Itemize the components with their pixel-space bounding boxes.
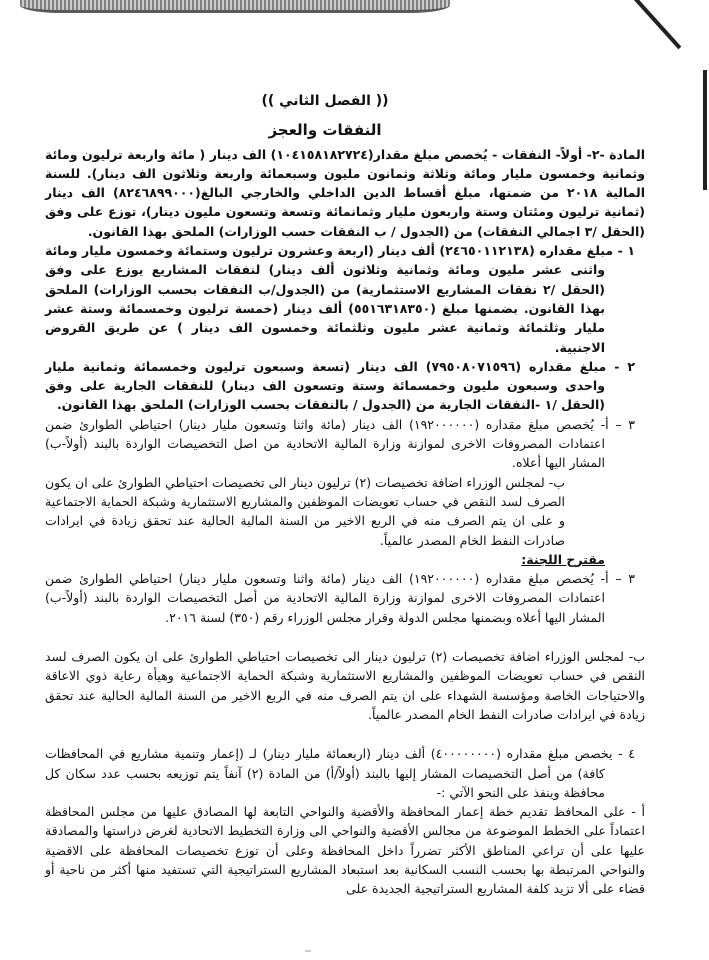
item-3b: ب- لمجلس الوزراء اضافة تخصيصات (٢) ترليون دينار الى تخصيصات احتياطي الطوارئ على ان يكون الصرف لسد النقص في حساب تعويضات الموظفين والمشاريع الاستثمارية وشبكة الحماية الاجتماعية و على ان يتم الصرف منه في الربع الاخير من السنة المالية الحالية عند تحقق زيادة في ايرادات صادرات النفط الخام المصدر عالمياً. <box>45 474 565 548</box>
item-1: ١ - مبلغ مقداره (٢٤٦٥٠١١٢١٣٨) ألف دينار (اربعة وعشرون ترليون وستمائة وخمسون مليار ومائة واثنى عشر مليون ومائة وثمانية وثلاثون ألف دينار) لنفقات المشاريع يوزع على وفق (الحقل /٢ نفقات المشاريع الاستثمارية) من (الجدول/ب النفقات بحسب الوزارات) الملحق بهذا القانون. بضمنها مبلغ (٥٥١٦٣١٨٣٥٠) ألف دينار (خمسة ترليون وخمسمائة وستة عشر مليار وثلثمائة وثمانية عشر مليون وثلثمائة وخمسون الف دينار ) عن طريق القروض الاجنبية. <box>45 243 636 355</box>
item-3a: ٣ – أ- يُخصص مبلغ مقداره (١٩٢٠٠٠٠٠٠) الف دينار (مائة واثنا وتسعون مليار دينار) احتياطي الطوارئ ضمن اعتمادات المصروفات الاخرى لموازنة وزارة المالية الاتحادية من اصل التخصيصات الواردة بالبند (أولاً-ب) المشار اليها أعلاه. <box>45 416 635 471</box>
item-4: ٤ - يخصص مبلغ مقداره (٤٠٠٠٠٠٠٠٠) ألف دينار (اربعمائة مليار دينار) لـ (إعمار وتنمية مشاريع في المحافظات كافة) من أصل التخصيصات المشار إليها بالبند (أولاً/أ) من المادة (٢) آنفاً يتم توزيعه بحسب عدد سكان كل محافظة وينفذ على النحو الآتي :- <box>45 746 635 800</box>
scan-speck <box>305 950 311 952</box>
scan-border-right <box>703 70 707 190</box>
spacer <box>45 627 645 647</box>
committee-item-3a: ٣ – أ- يُخصص مبلغ مقداره (١٩٢٠٠٠٠٠٠) الف دينار (مائة واثنا وتسعون مليار دينار) احتياطي الطوارئ ضمن اعتمادات المصروفات الاخرى لموازنة وزارة المالية الاتحادية من أصل التخصيصات الواردة بالبند (أولاً-ب) المشار اليها أعلاه وبضمنها مجلس الدولة وقرار مجلس الوزراء رقم (٣٥٠) لسنة ٢٠١٦. <box>45 571 635 625</box>
document-page <box>45 92 645 899</box>
article-2-intro: المادة -٢- أولاً- النفقات - يُخصص مبلغ مقدار(١٠٤١٥٨١٨٢٧٢٤) الف دينار ( مائة واربعة ترليون ومائة وثمانية وخمسون مليار ومائة وثلاثة وثمانون مليون وسبعمائة واربعة وثلاثون الف دينار). للسنة المالية ٢٠١٨ من ضمنها، مبلغ أقساط الدين الداخلي والخارجي البالغ(٨٢٤٦٨٩٩٠٠٠) الف دينار (ثمانية ترليون ومئتان وستة واربعون مليار وثمانمائة وتسعة وتسعون مليون دينار)، توزع على وفق (الحقل /٣ اجمالي النفقات) من (الجدول / ب النفقات حسب الوزارات) الملحق بهذا القانون. <box>45 146 646 239</box>
section-heading: النفقات والعجز <box>268 121 382 140</box>
committee-proposal-label: مقترح اللجنة: <box>521 551 605 567</box>
committee-item-3b: ب- لمجلس الوزراء اضافة تخصيصات (٢) ترليون دينار الى تخصيصات احتياطي الطوارئ على ان يكون الصرف لسد النقص في حساب تعويضات الموظفين والمشاريع الاستثمارية وشبكة الحماية الاجتماعية وهيأة رعاية ذوي الاعاقة والاحتياجات الخاصة ومؤسسة الشهداء على ان يتم الصرف منه في الربع الاخير من السنة المالية الحالية عند تحقق زيادة في ايرادات صادرات النفط الخام المصدر عالمياً. <box>45 649 645 722</box>
spacer <box>45 724 645 744</box>
chapter-heading: (( الفصل الثاني )) <box>261 93 389 109</box>
scan-border-top <box>20 0 450 13</box>
item-2: ٢ - مبلغ مقداره (٧٩٥٠٨٠٧١٥٩٦) الف دينار (تسعة وسبعون ترليون وخمسمائة وثمانية مليار واحدى وسبعون مليون وخمسمائة وستة وتسعون الف دينار) للنفقات الجارية على وفق (الحقل /١ -النفقات الجارية من (الجدول / بالنفقات بحسب الوزارات) الملحق بهذا القانون. <box>45 358 635 413</box>
item-4a: أ - على المحافظ تقديم خطة إعمار المحافظة والأقضية والنواحي التابعة لها المصادق عليها من مجلس المحافظة اعتماداً على الخطط الموضوعة من مجالس الأقضية والنواحي الى وزارة التخطيط الاتحادية لغرض دراستها والمصادقة عليها على أن تراعي المناطق الأكثر تضرراً داخل المحافظة وعلى أن توزع تخصيصات المحافظة على الاقضية والنواحي المرتبطة بها بحسب النسب السكانية بعد استبعاد المشاريع الستراتيجية التي تستفيد منها أكثر من ناحية أو قضاء على ألا تزيد كلفة المشاريع الستراتيجية الجديدة على <box>45 804 645 897</box>
scan-border-corner <box>632 0 682 49</box>
